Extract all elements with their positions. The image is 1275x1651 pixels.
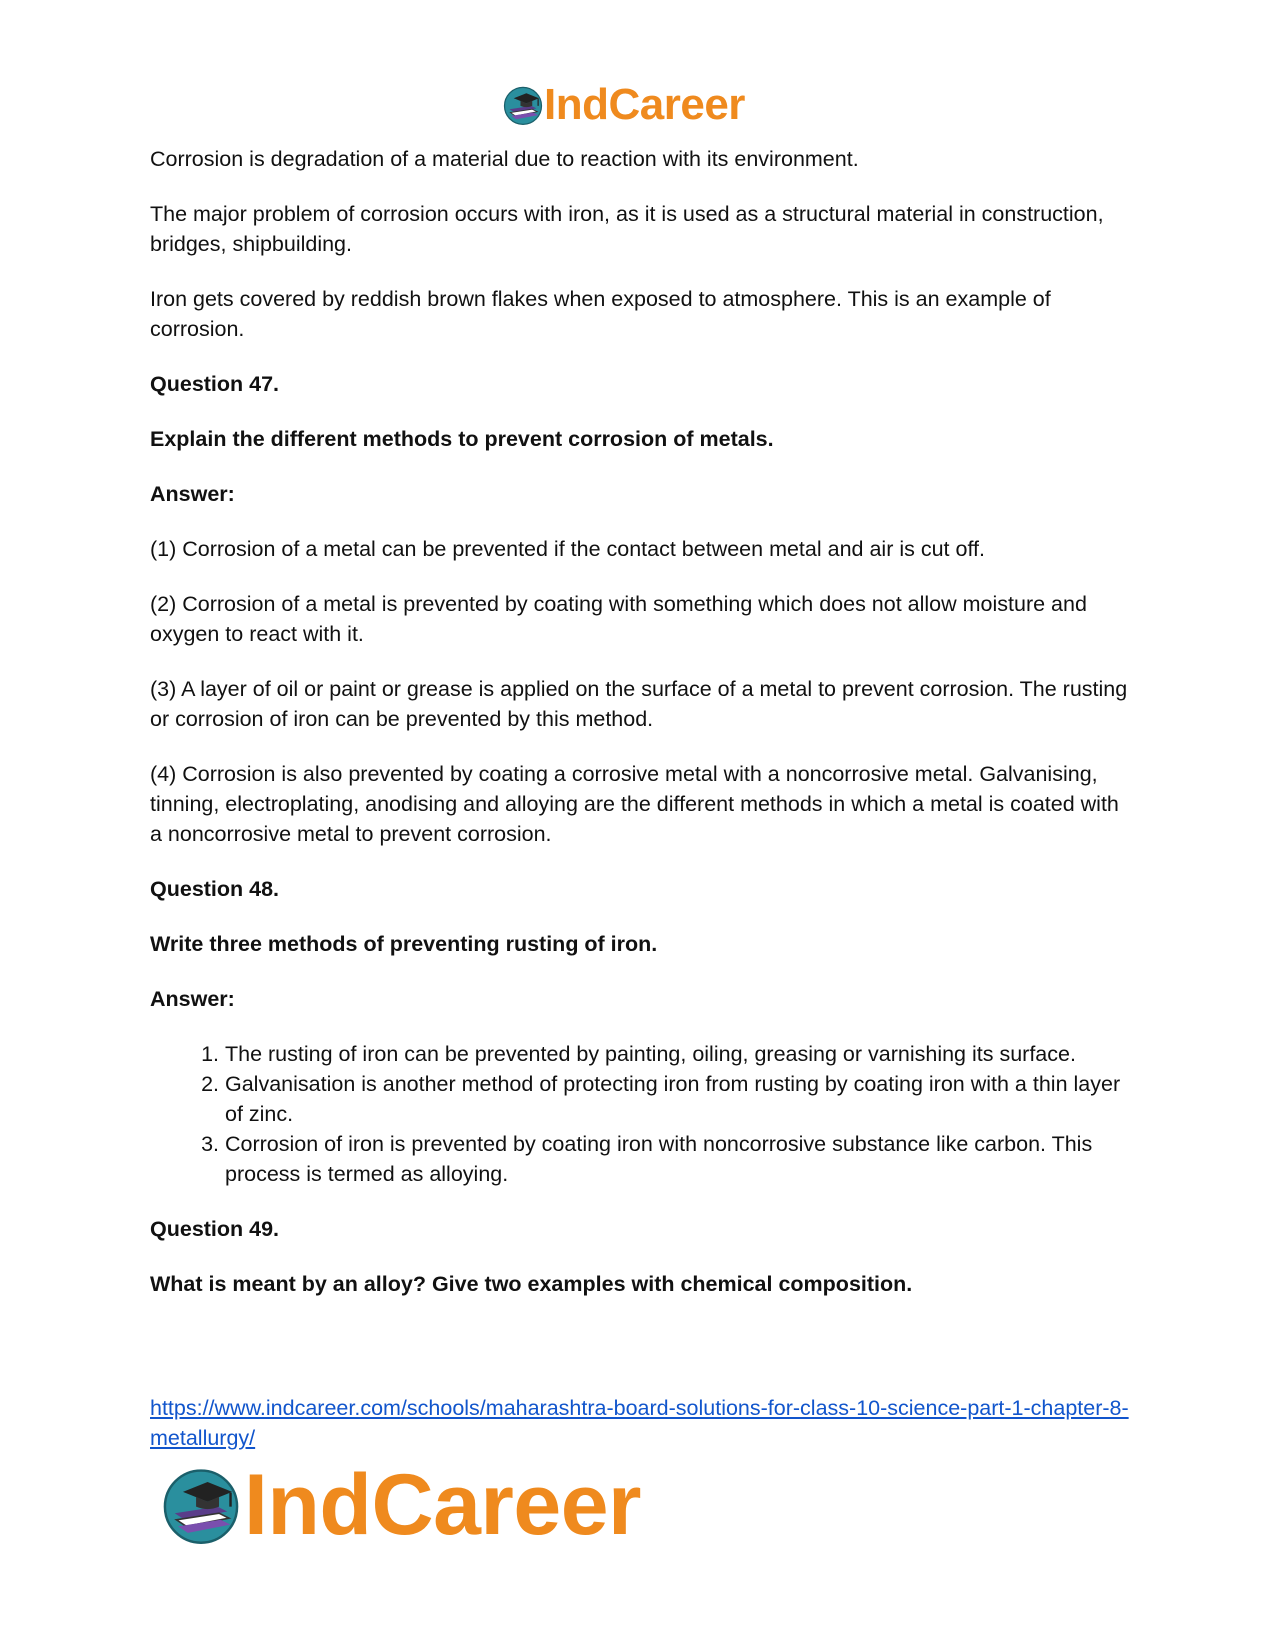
answer-48-item-1: 1. The rusting of iron can be prevented by painting, oiling, greasing or varnishing its surface. [225, 1039, 1135, 1069]
intro-paragraph-1: Corrosion is degradation of a material due to reaction with its environment. [150, 147, 859, 171]
question-49-number: Question 49. [150, 1217, 280, 1241]
header-logo [502, 80, 745, 130]
question-48-answer-label: Answer: [150, 987, 235, 1011]
answer-47-point-4: (4) Corrosion is also prevented by coating a corrosive metal with a noncorrosive metal. Galvanising, tinning, electroplating, anodising and alloying are the different methods in which a metal is coated with a noncorrosive metal to prevent corrosion. [150, 762, 1119, 846]
footer-logo-text: IndCareer [244, 1457, 641, 1553]
answer-48-item-3: 3. Corrosion of iron is prevented by coating iron with noncorrosive substance like carbon. This process is termed as alloying. [225, 1129, 1135, 1189]
footer-logo [160, 1457, 641, 1553]
source-link-block [150, 1393, 1140, 1453]
footer-logo-emblem-icon [160, 1464, 242, 1546]
answer-48-item-2: 2. Galvanisation is another method of protecting iron from rusting by coating iron with a thin layer of zinc. [225, 1069, 1135, 1129]
answer-47-point-2: (2) Corrosion of a metal is prevented by coating with something which does not allow moisture and oxygen to react with it. [150, 592, 1087, 646]
answer-48-list [150, 1039, 1135, 1189]
question-47-text: Explain the different methods to prevent corrosion of metals. [150, 427, 774, 451]
source-link[interactable]: https://www.indcareer.com/schools/maharashtra-board-solutions-for-class-10-science-part-1-chapter-8-metallurgy/ [150, 1396, 1129, 1450]
answer-47-point-3: (3) A layer of oil or paint or grease is applied on the surface of a metal to prevent corrosion. The rusting or corrosion of iron can be prevented by this method. [150, 677, 1128, 731]
document-body [150, 144, 1135, 1324]
question-47-answer-label: Answer: [150, 482, 235, 506]
logo-emblem-icon [502, 84, 544, 126]
header-logo-text: IndCareer [544, 80, 745, 129]
intro-paragraph-2: The major problem of corrosion occurs with iron, as it is used as a structural material in construction, bridges, shipbuilding. [150, 202, 1104, 256]
question-49-text: What is meant by an alloy? Give two examples with chemical composition. [150, 1272, 913, 1296]
intro-paragraph-3: Iron gets covered by reddish brown flakes when exposed to atmosphere. This is an example of corrosion. [150, 287, 1051, 341]
question-48-text: Write three methods of preventing rusting of iron. [150, 932, 658, 956]
answer-47-point-1: (1) Corrosion of a metal can be prevented if the contact between metal and air is cut off. [150, 537, 985, 561]
question-48-number: Question 48. [150, 877, 280, 901]
question-47-number: Question 47. [150, 372, 280, 396]
